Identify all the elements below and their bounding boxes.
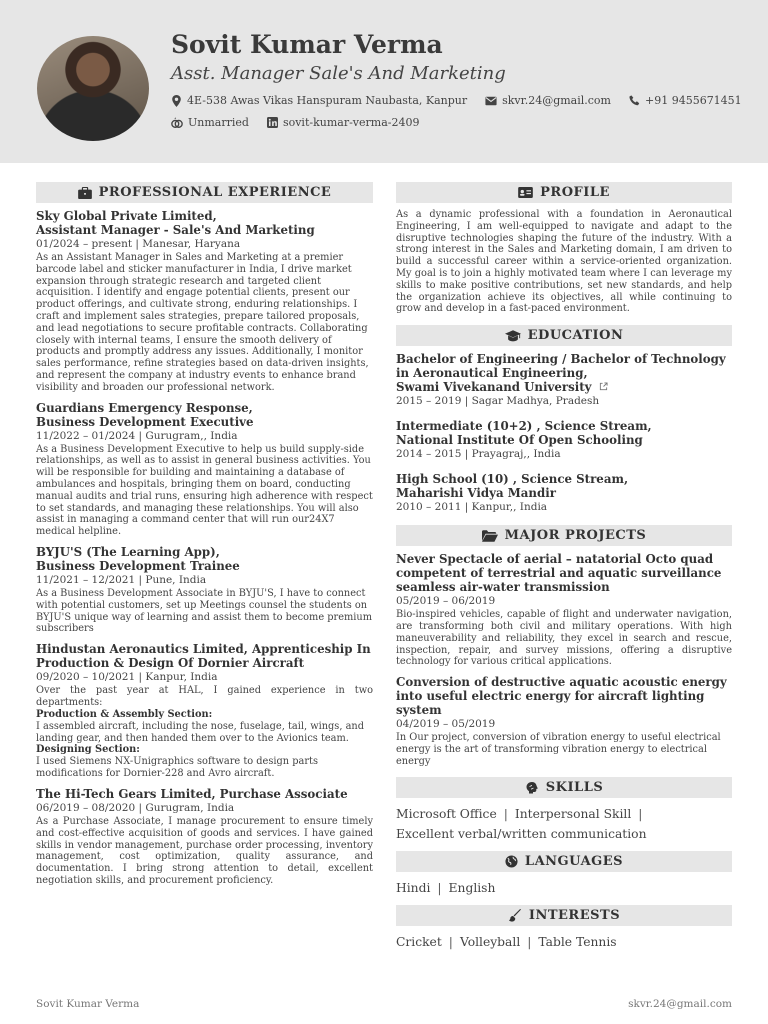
education-degree: High School (10) , Science Stream, <box>396 472 629 487</box>
interests-heading <box>396 905 732 926</box>
experience-heading-text: PROFESSIONAL EXPERIENCE <box>98 185 332 200</box>
experience-subheading: Production & Assembly Section: <box>36 708 213 720</box>
education-institution: Maharishi Vidya Mandir <box>396 486 556 501</box>
education-item <box>396 419 732 462</box>
languages-heading-text: LANGUAGES <box>524 853 624 869</box>
projects-heading-text: MAJOR PROJECTS <box>504 528 647 544</box>
experience-meta: 11/2021 – 12/2021 | Pune, India <box>36 573 207 586</box>
contact-row-1 <box>171 94 760 107</box>
contact-marital <box>171 116 249 129</box>
resume-header <box>0 0 768 163</box>
marital-text: Unmarried <box>188 116 249 129</box>
experience-heading <box>36 182 373 203</box>
education-item <box>396 352 732 409</box>
linkedin-text: sovit-kumar-verma-2409 <box>282 116 420 129</box>
language-item: English <box>448 880 496 895</box>
experience-item <box>36 209 373 394</box>
education-institution: National Institute Of Open Schooling <box>396 433 643 448</box>
experience-subheading: Designing Section: <box>36 744 140 756</box>
experience-sub-description: I assembled aircraft, including the nose, fuselage, tail, wings, and landing gear, and then handed them over to the Avionics team. <box>36 720 364 744</box>
skill-item: Microsoft Office <box>396 806 497 821</box>
experience-description: As an Assistant Manager in Sales and Marketing at a premier barcode label and sticker manufacturer in India, I drive market expansion through strategic research and targeted client acquisition. I identify and engage potential clients, present our product offerings, and cultivate strong, enduring relationships. I craft and implement sales strategies, prepare tailored proposals, and lead negotiations to secure profitable contracts. Collaborating closely with internal teams, I ensure the smooth delivery of products and promptly address any issues. Additionally, I monitor sales performance, refine strategies based on data-driven insights, and represent the company at industry events to enhance brand visibility and broaden our professional network. <box>36 252 369 393</box>
contact-address <box>171 94 467 107</box>
education-heading <box>396 325 732 346</box>
experience-company: BYJU'S (The Learning App), <box>36 544 220 559</box>
experience-item <box>36 787 373 887</box>
experience-item <box>36 401 373 538</box>
folder-open-icon <box>482 530 498 542</box>
brain-icon <box>525 781 539 794</box>
projects-heading <box>396 525 732 546</box>
external-link-icon <box>599 382 608 391</box>
location-pin-icon <box>171 95 182 107</box>
interest-item: Table Tennis <box>538 934 617 949</box>
separator: | <box>638 806 643 821</box>
experience-meta: 01/2024 – present | Manesar, Haryana <box>36 238 241 250</box>
candidate-name: Sovit Kumar Verma <box>171 30 443 59</box>
education-institution[interactable] <box>396 380 732 394</box>
experience-description: As a Business Development Associate in BYJU'S, I have to connect with potential customers, set up Meetings counsel the students on BYJU'S unique way of learning and assist them to become premium subscribers <box>36 587 373 635</box>
experience-item <box>36 642 373 780</box>
interests-heading-text: INTERESTS <box>528 907 621 923</box>
skills-heading <box>396 777 732 798</box>
experience-description: As a Business Development Executive to help us build supply-side relationships, as well as to assist in general business activities. You will be responsible for building and maintaining a database of ambulances and hospitals, bringing them on board, conducting manual audits and trial runs, ensuring high adherence with respect to set standards, and managing these relationships. You will also assist in managing a command center that will run our24X7 medical helpline. <box>36 443 373 538</box>
phone-icon <box>629 95 640 106</box>
education-degree: Intermediate (10+2) , Science Stream, <box>396 419 652 434</box>
project-meta: 05/2019 – 06/2019 <box>396 595 496 608</box>
graduation-cap-icon <box>505 330 521 342</box>
address-text: 4E-538 Awas Vikas Hanspuram Naubasta, Kanpur <box>187 94 468 107</box>
interest-item: Cricket <box>396 934 442 949</box>
experience-position: Production & Design Of Dornier Aircraft <box>36 656 305 671</box>
languages-heading <box>396 851 732 872</box>
experience-company: The Hi-Tech Gears Limited, Purchase Associate <box>36 786 348 801</box>
experience-description: Over the past year at HAL, I gained experience in two departments: <box>36 685 373 708</box>
candidate-role: Asst. Manager Sale's And Marketing <box>171 63 506 84</box>
experience-position: Business Development Trainee <box>36 558 240 573</box>
skills-list <box>396 804 732 844</box>
project-title: Never Spectacle of aerial – natatorial Octo quad competent of terrestrial and aquatic surveillance seamless air-water transmission <box>396 552 722 595</box>
globe-icon <box>505 855 518 868</box>
contact-linkedin[interactable] <box>267 116 420 129</box>
profile-heading <box>396 182 732 203</box>
experience-position: Assistant Manager - Sale's And Marketing <box>36 223 315 237</box>
project-title: Conversion of destructive aquatic acoustic energy into useful electric energy for aircraft lighting system <box>396 675 727 718</box>
linkedin-icon <box>267 117 278 128</box>
education-degree: Bachelor of Engineering / Bachelor of Technology <box>396 352 726 367</box>
experience-sub-description: I used Siemens NX-Unigraphics software to design parts modifications for Dornier-228 and Avro aircraft. <box>36 756 318 780</box>
profile-heading-text: PROFILE <box>540 185 610 200</box>
skill-item: Excellent verbal/written communication <box>396 826 647 841</box>
project-item <box>396 552 732 668</box>
experience-meta: 09/2020 – 10/2021 | Kanpur, India <box>36 671 218 684</box>
project-meta: 04/2019 – 05/2019 <box>396 718 496 731</box>
education-meta: 2015 – 2019 | Sagar Madhya, Pradesh <box>396 395 600 408</box>
paint-brush-icon <box>508 909 522 922</box>
contact-row-2 <box>171 116 437 129</box>
skills-heading-text: SKILLS <box>545 779 604 795</box>
skill-item: Interpersonal Skill <box>514 806 632 821</box>
education-meta: 2014 – 2015 | Prayagraj,, India <box>396 448 561 461</box>
experience-company: Guardians Emergency Response, <box>36 400 253 415</box>
language-item: Hindi <box>396 880 431 895</box>
briefcase-icon <box>78 187 92 199</box>
id-card-icon <box>518 187 533 198</box>
email-text: skvr.24@gmail.com <box>502 94 611 107</box>
envelope-icon <box>485 96 497 106</box>
experience-description: As a Purchase Associate, I manage procurement to ensure timely and cost-effective acquisition of goods and services. I have gained skills in vendor management, purchase order processing, inventory management, cost optimization, quality assurance, and documentation. I bring strong attention to detail, excellent negotiation skills, and procurement proficiency. <box>36 815 373 886</box>
separator: | <box>503 806 508 821</box>
contact-phone[interactable] <box>629 94 742 107</box>
education-meta: 2010 – 2011 | Kanpur,, India <box>396 501 548 514</box>
phone-text: +91 9455671451 <box>644 94 742 107</box>
education-item <box>396 472 732 515</box>
education-field: in Aeronautical Engineering, <box>396 366 588 381</box>
separator: | <box>448 934 453 949</box>
experience-company: Sky Global Private Limited, <box>36 209 217 223</box>
contact-email[interactable] <box>485 94 611 107</box>
footer-name: Sovit Kumar Verma <box>36 998 140 1010</box>
separator: | <box>527 934 532 949</box>
right-column <box>396 182 732 959</box>
profile-photo <box>37 36 149 141</box>
footer-email: skvr.24@gmail.com <box>628 998 732 1010</box>
experience-meta: 06/2019 – 08/2020 | Gurugram, India <box>36 801 235 814</box>
experience-item <box>36 545 373 635</box>
education-institution-text: Swami Vivekanand University <box>396 380 592 395</box>
experience-company: Hindustan Aeronautics Limited, Apprenticeship In <box>36 642 371 657</box>
rings-icon <box>171 117 183 129</box>
experience-position: Business Development Executive <box>36 414 254 429</box>
interest-item: Volleyball <box>459 934 521 949</box>
languages-list <box>396 878 732 898</box>
separator: | <box>437 880 442 895</box>
project-description: Bio-inspired vehicles, capable of flight and underwater navigation, are transforming both civil and military operations. With high maneuverability and reliability, they excel in search and rescue, inspection, repair, and survey missions, offering a disruptive technology for various critical applications. <box>396 609 732 668</box>
profile-summary: As a dynamic professional with a foundation in Aeronautical Engineering, I am well-equipped to navigate and adapt to the disruptive technologies shaping the future of the industry. With a strong interest in the Sales and Marketing domain, I am driven to build a successful career within a service-oriented organization. My goal is to join a highly motivated team where I can leverage my skills to make positive contributions, set new standards, and help the organization achieve its objectives, all while continuing to grow and develop in a fast-paced environment. <box>396 209 732 315</box>
interests-list <box>396 932 732 952</box>
experience-meta: 11/2022 – 01/2024 | Gurugram,, India <box>36 429 238 442</box>
education-heading-text: EDUCATION <box>527 328 624 344</box>
project-description: In Our project, conversion of vibration energy to useful electrical energy is the art of transforming vibration energy to electrical energy <box>396 732 721 767</box>
left-column <box>36 182 373 894</box>
project-item <box>396 675 732 767</box>
